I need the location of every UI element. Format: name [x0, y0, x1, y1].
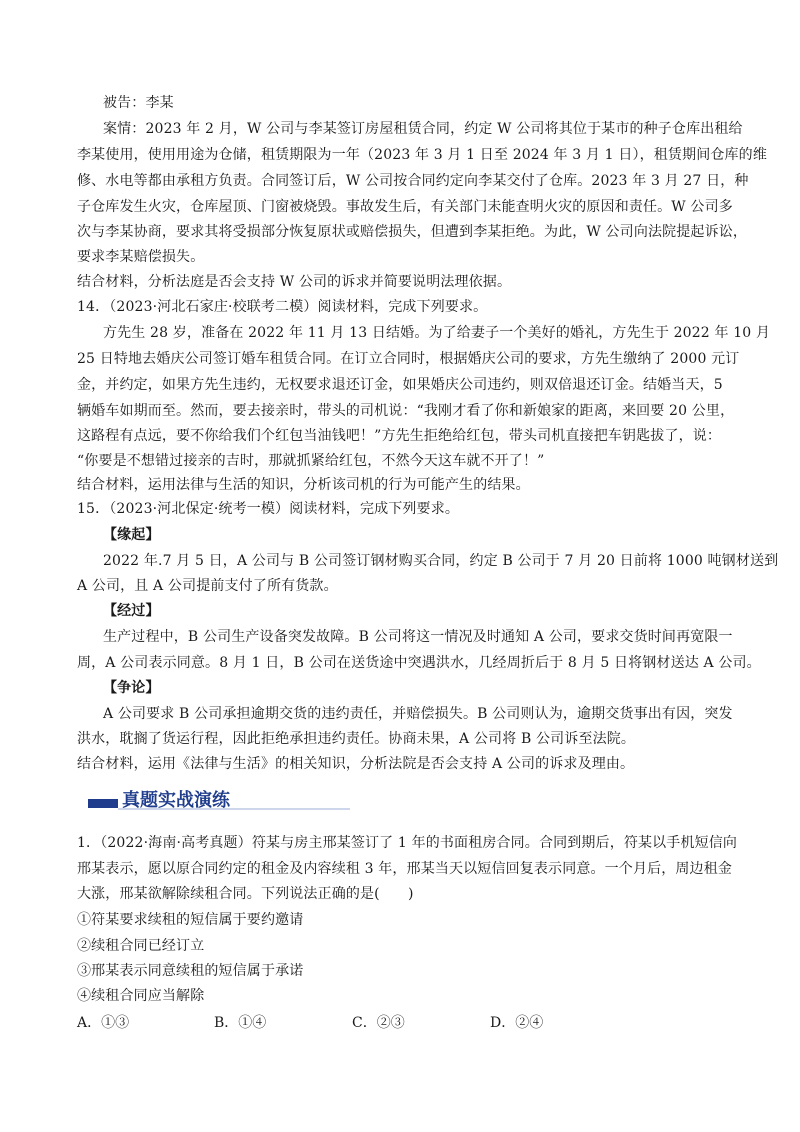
case-line: 子仓库发生火灾，仓库屋顶、门窗被烧毁。事故发生后，有关部门未能查明火灾的原因和责任。W 公司多: [77, 199, 733, 215]
q14-material-line: 金，并约定，如果方先生违约，无权要求退还订金，如果婚庆公司违约，则双倍退还订金。结婚当天，5: [77, 377, 723, 393]
q15-process-line: 周，A 公司表示同意。8 月 1 日，B 公司在送货途中突遇洪水，几经周折后于 8 月 5 日将钢材送达 A 公司。: [77, 655, 761, 671]
question-15-header: 15．（2023·河北保定·统考一模）阅读材料，完成下列要求。: [77, 501, 459, 517]
process-tag: 【经过】: [103, 603, 160, 619]
mcq1-stem-line: 1．（2022·海南·高考真题）符某与房主邢某签订了 1 年的书面租房合同。合同到期后，符某以手机短信向: [77, 835, 738, 851]
section-title: 真题实战演练: [122, 790, 230, 811]
mcq1-statement: ②续租合同已经订立: [77, 938, 205, 954]
section-banner: [88, 787, 388, 817]
question-task: 结合材料，分析法庭是否会支持 W 公司的诉求并简要说明法理依据。: [77, 274, 512, 290]
q14-material-line: “你要是不想错过接亲的吉时，那就抓紧给红包，不然今天这车就不开了！”: [77, 453, 545, 469]
mcq1-stem-line: 大涨，邢某欲解除续租合同。下列说法正确的是( ): [77, 886, 414, 902]
origin-tag: 【缘起】: [103, 527, 160, 543]
q15-dispute-line: A 公司要求 B 公司承担逾期交货的违约责任，并赔偿损失。B 公司则认为，逾期交货事出有因，突发: [103, 706, 733, 722]
q14-material-line: 方先生 28 岁，准备在 2022 年 11 月 13 日结婚。为了给妻子一个美好的婚礼，方先生于 2022 年 10 月: [103, 325, 771, 341]
q14-material-line: 这路程有点远，要不你给我们个红包当油钱吧！”方先生拒绝给红包，带头司机直接把车钥匙拔了，说：: [77, 428, 722, 444]
case-line: 次与李某协商，要求其将受损部分恢复原状或赔偿损失，但遭到李某拒绝。为此，W 公司向法院提起诉讼，: [77, 224, 748, 240]
mcq1-statement: ③邢某表示同意续租的短信属于承诺: [77, 963, 304, 979]
option-a: A．①③: [77, 1015, 130, 1031]
option-c: C．②③: [352, 1015, 405, 1031]
case-line: 修、水电等都由承租方负责。合同签订后，W 公司按合同约定向李某交付了仓库。2023 年 3 月 27 日，种: [77, 173, 749, 189]
q15-origin-line: 2022 年.7 月 5 日，A 公司与 B 公司签订钢材购买合同，约定 B 公司于 7 月 20 日前将 1000 吨钢材送到: [103, 553, 779, 569]
q15-process-line: 生产过程中，B 公司生产设备突发故障。B 公司将这一情况及时通知 A 公司，要求交货时间再宽限一: [103, 629, 733, 645]
q14-material-line: 辆婚车如期而至。然而，要去接亲时，带头的司机说：“我刚才看了你和新娘家的距离，来回要 20 公里，: [77, 403, 735, 419]
mcq1-statement: ④续租合同应当解除: [77, 988, 205, 1004]
q15-dispute-line: 洪水，耽搁了货运行程，因此拒绝承担违约责任。协商未果，A 公司将 B 公司诉至法院。: [77, 731, 636, 747]
question-14-task: 结合材料，运用法律与生活的知识，分析该司机的行为可能产生的结果。: [77, 477, 530, 493]
banner-accent-bar: [88, 799, 118, 808]
q15-origin-line: A 公司，且 A 公司提前支付了所有货款。: [77, 578, 338, 594]
option-d: D．②④: [490, 1015, 544, 1031]
case-line: 案情：2023 年 2 月，W 公司与李某签订房屋租赁合同，约定 W 公司将其位于某市的种子仓库出租给: [103, 121, 743, 137]
case-line: 要求李某赔偿损失。: [77, 249, 205, 265]
question-15-task: 结合材料，运用《法律与生活》的相关知识，分析法院是否会支持 A 公司的诉求及理由。: [77, 756, 635, 772]
mcq1-stem-line: 邢某表示，愿以原合同约定的租金及内容续租 3 年，邢某当天以短信回复表示同意。一个月后，周边租金: [77, 861, 733, 877]
q14-material-line: 25 日特地去婚庆公司签订婚车租赁合同。在订立合同时，根据婚庆公司的要求，方先生缴纳了 2000 元订: [77, 351, 740, 367]
defendant-line: 被告：李某: [103, 95, 174, 111]
case-line: 李某使用，使用用途为仓储，租赁期限为一年（2023 年 3 月 1 日至 2024 年 3 月 1 日），租赁期间仓库的维: [77, 147, 767, 163]
option-b: B．①④: [214, 1015, 267, 1031]
question-14-header: 14．（2023·河北石家庄·校联考二模）阅读材料，完成下列要求。: [77, 299, 488, 315]
mcq1-statement: ①符某要求续租的短信属于要约邀请: [77, 912, 304, 928]
dispute-tag: 【争论】: [103, 680, 160, 696]
